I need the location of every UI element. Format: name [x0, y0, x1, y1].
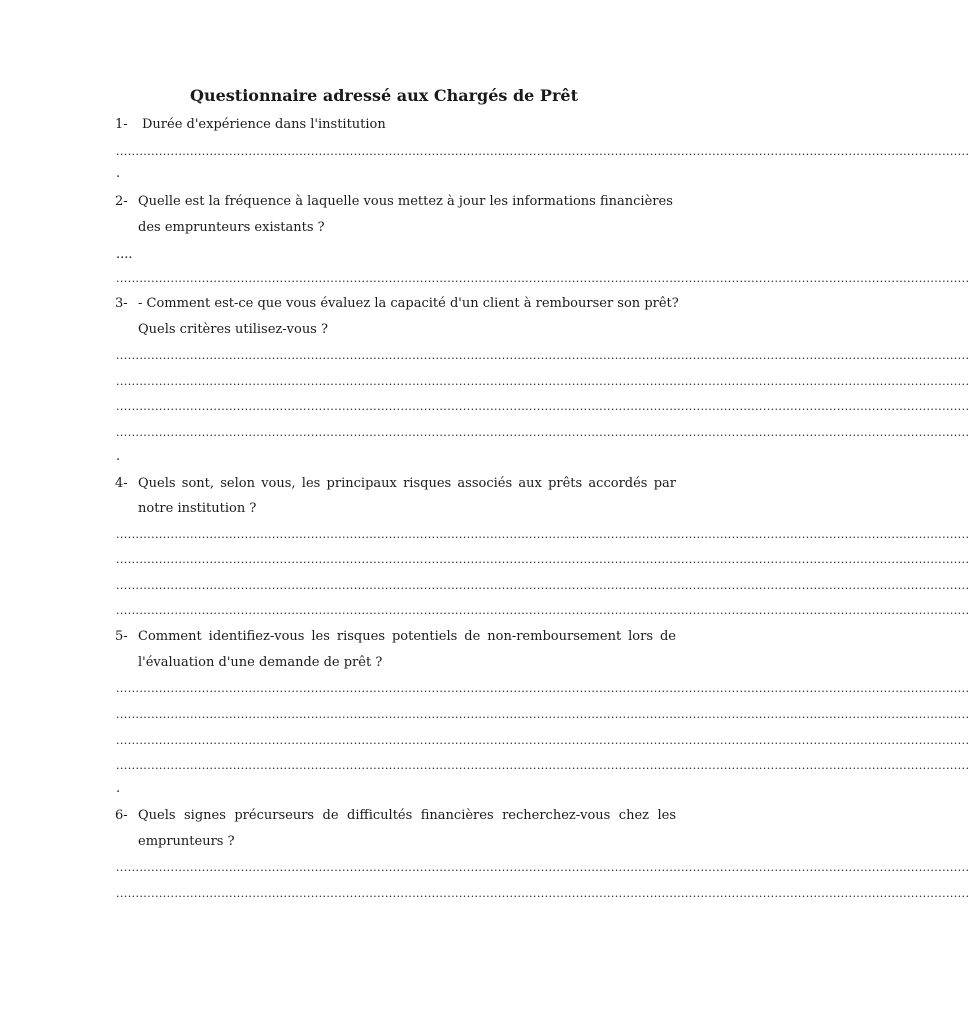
- stray-ellipsis: ....: [116, 247, 133, 262]
- answer-line[interactable]: ...........................................................................................................................................................................................................................: [116, 400, 969, 413]
- question-5-text-line-1: Comment identifiez-vous les risques potentiels de non-remboursement lors de: [138, 629, 676, 644]
- document-title: Questionnaire adressé aux Chargés de Prêt: [190, 86, 578, 105]
- answer-line[interactable]: ...........................................................................................................................................................................................................................: [116, 349, 969, 362]
- question-3-number: 3-: [115, 296, 128, 311]
- question-4-text-line-2: notre institution ?: [138, 501, 257, 516]
- question-2-text-line-1: Quelle est la fréquence à laquelle vous mettez à jour les informations financières: [138, 194, 673, 209]
- question-4-text-line-1: Quels sont, selon vous, les principaux risques associés aux prêts accordés par: [138, 476, 676, 491]
- question-1-text: Durée d'expérience dans l'institution: [142, 117, 386, 132]
- answer-line[interactable]: ...........................................................................................................................................................................................................................: [116, 604, 969, 617]
- question-5-text-line-2: l'évaluation d'une demande de prêt ?: [138, 655, 383, 670]
- answer-line[interactable]: ...........................................................................................................................................................................................................................: [116, 579, 969, 592]
- answer-line[interactable]: ...........................................................................................................................................................................................................................: [116, 759, 969, 772]
- question-3-text-line-1: - Comment est-ce que vous évaluez la capacité d'un client à rembourser son prêt?: [138, 296, 679, 311]
- question-6-text-line-2: emprunteurs ?: [138, 834, 235, 849]
- question-1-number: 1-: [115, 117, 128, 132]
- question-6-text-line-1: Quels signes précurseurs de difficultés financières recherchez-vous chez les: [138, 808, 676, 823]
- answer-line[interactable]: ...........................................................................................................................................................................................................................: [116, 272, 969, 285]
- stray-dot: .: [116, 449, 121, 464]
- question-3-text-line-2: Quels critères utilisez-vous ?: [138, 322, 328, 337]
- stray-dot: .: [116, 781, 121, 796]
- question-2-text-line-2: des emprunteurs existants ?: [138, 220, 325, 235]
- answer-line[interactable]: ...........................................................................................................................................................................................................................: [116, 375, 969, 388]
- answer-line[interactable]: ...........................................................................................................................................................................................................................: [116, 553, 969, 566]
- answer-line[interactable]: ...........................................................................................................................................................................................................................: [116, 861, 969, 874]
- question-5-number: 5-: [115, 629, 128, 644]
- question-4-number: 4-: [115, 476, 128, 491]
- stray-dot: .: [116, 166, 121, 181]
- answer-line[interactable]: ...........................................................................................................................................................................................................................: [116, 734, 969, 747]
- answer-line[interactable]: ...........................................................................................................................................................................................................................: [116, 426, 969, 439]
- answer-line[interactable]: ...........................................................................................................................................................................................................................: [116, 682, 969, 695]
- answer-line[interactable]: ...........................................................................................................................................................................................................................: [116, 708, 969, 721]
- question-2-number: 2-: [115, 194, 128, 209]
- answer-line[interactable]: ...........................................................................................................................................................................................................................: [116, 145, 969, 158]
- question-6-number: 6-: [115, 808, 128, 823]
- answer-line[interactable]: ...........................................................................................................................................................................................................................: [116, 528, 969, 541]
- answer-line[interactable]: ...........................................................................................................................................................................................................................: [116, 887, 969, 900]
